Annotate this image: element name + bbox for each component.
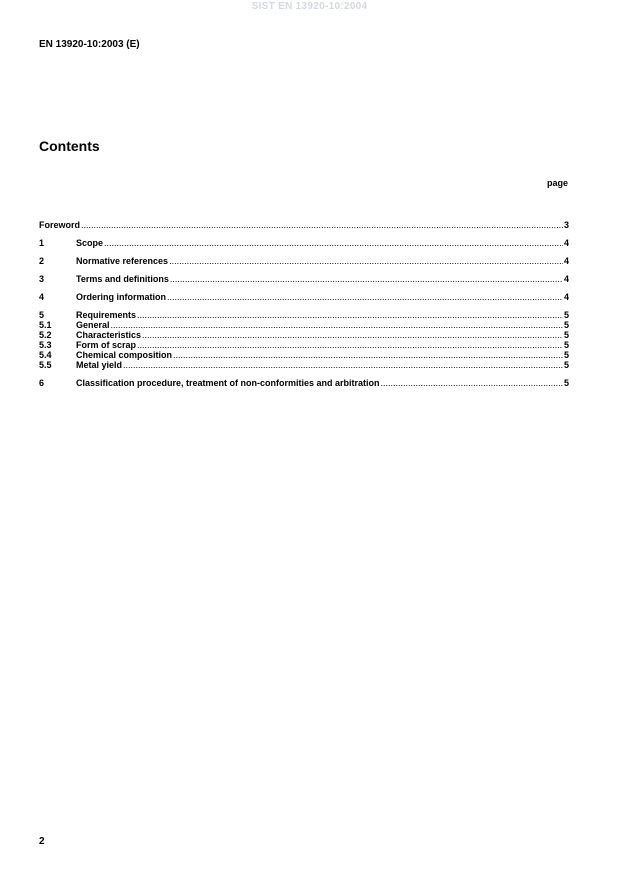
- toc-entry-number: 5.4: [39, 350, 52, 360]
- toc-entry-title: Form of scrap: [76, 340, 137, 350]
- toc-leader-dots: [111, 320, 563, 330]
- document-id: EN 13920-10:2003 (E): [39, 39, 140, 50]
- toc-leader-dots: [142, 330, 563, 340]
- toc-entry-page: 3: [563, 220, 569, 230]
- toc-entry-title: Chemical composition: [76, 350, 173, 360]
- toc-entry-general[interactable]: [39, 320, 569, 330]
- toc-entry-number: 5.2: [39, 330, 52, 340]
- toc-entry-number: 4: [39, 292, 45, 302]
- toc-leader-dots: [173, 350, 563, 360]
- toc-entry-classification-procedure[interactable]: [39, 378, 569, 388]
- toc-entry-scope[interactable]: [39, 238, 569, 248]
- toc-entry-foreword[interactable]: [39, 220, 569, 230]
- toc-entry-page: 5: [563, 378, 569, 388]
- toc-leader-dots: [167, 292, 563, 302]
- toc-entry-page: 5: [563, 310, 569, 320]
- toc-entry-page: 4: [563, 292, 569, 302]
- toc-leader-dots: [81, 220, 563, 230]
- toc-entry-normative-references[interactable]: [39, 256, 569, 266]
- toc-entry-chemical-composition[interactable]: [39, 350, 569, 360]
- toc-entry-page: 5: [563, 320, 569, 330]
- toc-entry-page: 5: [563, 340, 569, 350]
- toc-entry-title: Requirements: [76, 310, 137, 320]
- page-number: 2: [39, 836, 45, 847]
- toc-entry-title: General: [76, 320, 110, 330]
- toc-entry-number: 5.5: [39, 360, 52, 370]
- toc-entry-ordering-information[interactable]: [39, 292, 569, 302]
- toc-leader-dots: [169, 256, 563, 266]
- toc-entry-page: 5: [563, 350, 569, 360]
- toc-entry-number: 2: [39, 256, 45, 266]
- toc-leader-dots: [123, 360, 563, 370]
- page-column-label: page: [546, 178, 568, 188]
- toc-leader-dots: [381, 378, 563, 388]
- toc-entry-number: 5.3: [39, 340, 52, 350]
- table-of-contents: [39, 220, 569, 388]
- toc-entry-title: Ordering information: [76, 292, 166, 302]
- toc-entry-title: Foreword: [39, 220, 81, 230]
- toc-entry-form-of-scrap[interactable]: [39, 340, 569, 350]
- toc-entry-title: Characteristics: [76, 330, 142, 340]
- toc-entry-title: Metal yield: [76, 360, 123, 370]
- toc-leader-dots: [137, 340, 563, 350]
- toc-entry-number: 3: [39, 274, 45, 284]
- toc-entry-page: 5: [563, 360, 569, 370]
- toc-leader-dots: [170, 274, 563, 284]
- toc-entry-terms-and-definitions[interactable]: [39, 274, 569, 284]
- toc-entry-requirements[interactable]: [39, 310, 569, 320]
- toc-entry-title: Scope: [76, 238, 104, 248]
- toc-entry-number: 6: [39, 378, 45, 388]
- toc-entry-number: 5: [39, 310, 45, 320]
- contents-heading: Contents: [39, 138, 100, 154]
- toc-entry-page: 5: [563, 330, 569, 340]
- toc-leader-dots: [137, 310, 563, 320]
- toc-entry-page: 4: [563, 256, 569, 266]
- toc-entry-metal-yield[interactable]: [39, 360, 569, 370]
- toc-entry-number: 1: [39, 238, 45, 248]
- toc-entry-page: 4: [563, 238, 569, 248]
- toc-entry-title: Normative references: [76, 256, 169, 266]
- toc-entry-page: 4: [563, 274, 569, 284]
- toc-entry-number: 5.1: [39, 320, 52, 330]
- toc-entry-title: Terms and definitions: [76, 274, 169, 284]
- toc-entry-characteristics[interactable]: [39, 330, 569, 340]
- toc-entry-title: Classification procedure, treatment of non-conformities and arbitration: [76, 378, 380, 388]
- toc-leader-dots: [104, 238, 563, 248]
- watermark: SIST EN 13920-10:2004: [251, 1, 368, 12]
